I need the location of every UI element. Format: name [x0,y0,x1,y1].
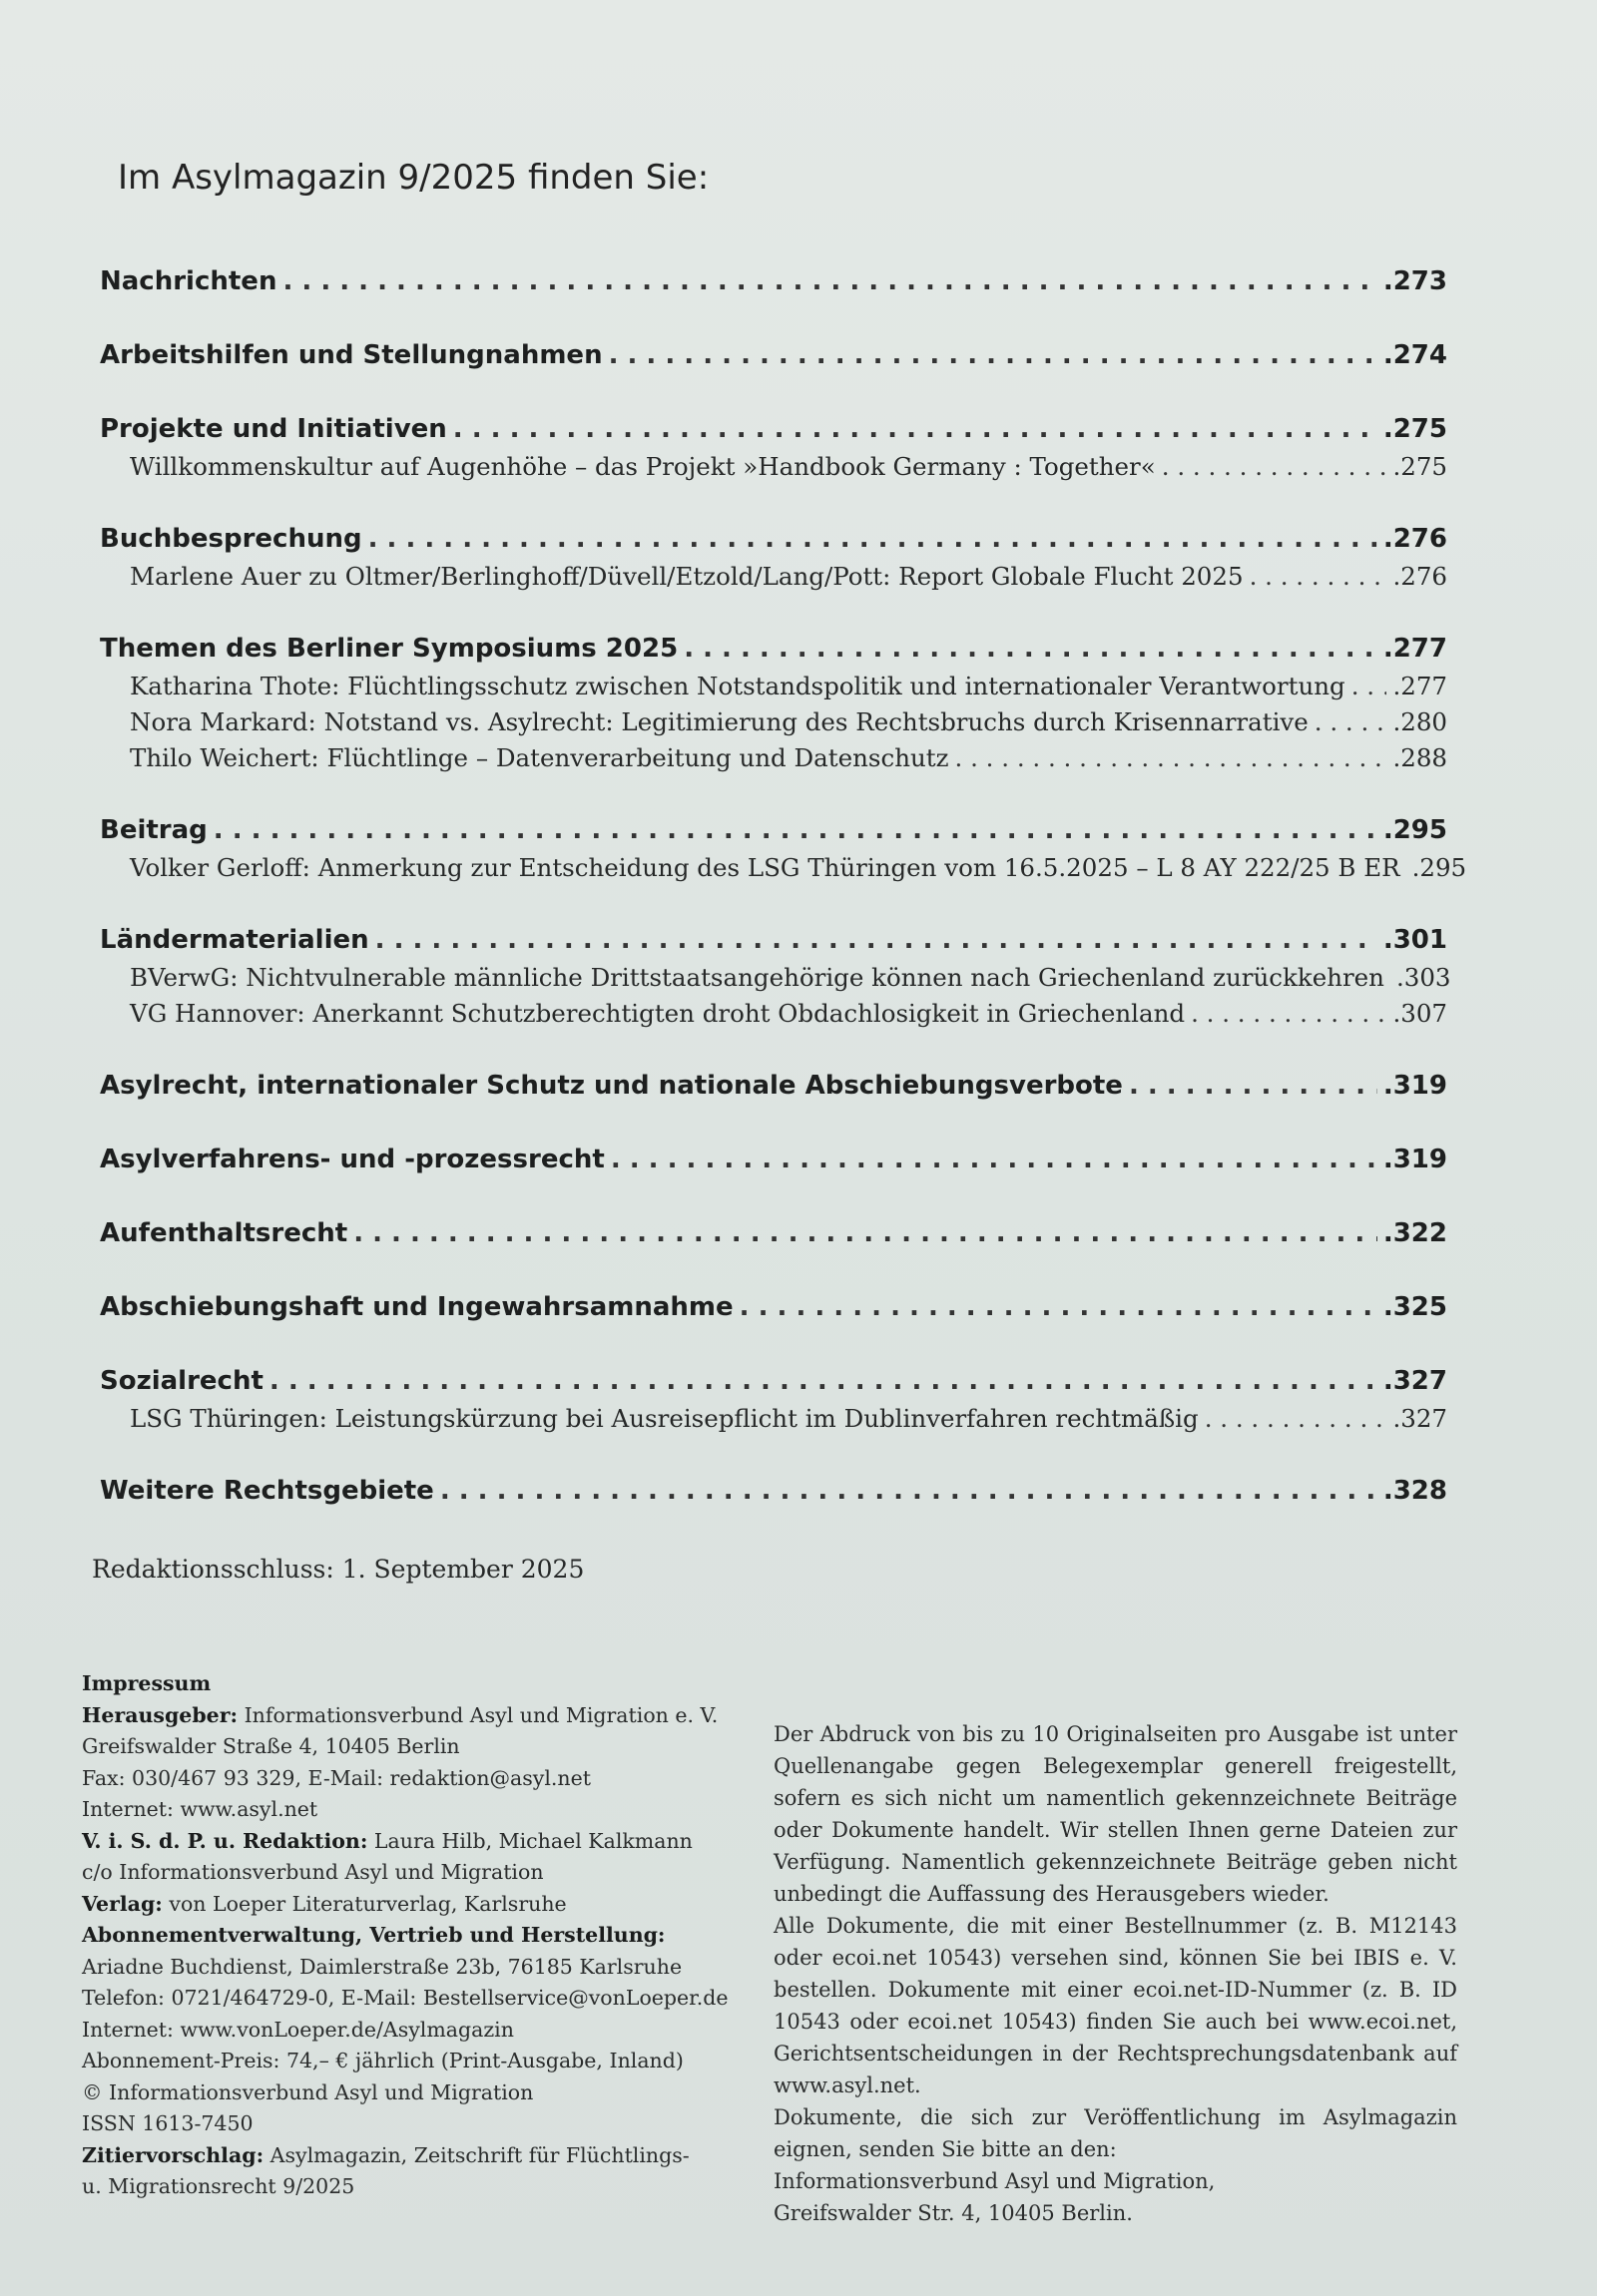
toc-main-entry [100,261,1447,301]
toc-page-number: .301 [1382,925,1447,955]
publisher-label: Herausgeber: [82,1702,239,1727]
toc-leader-dots [1191,996,1386,1032]
toc-article-title: Thilo Weichert: Flüchtlinge – Datenverarbeitung und Datenschutz [130,743,949,772]
editors: Laura Hilb, Michael Kalkmann [367,1828,693,1853]
toc-page-number: .275 [1382,414,1447,444]
toc-leader-dots [1129,1066,1377,1106]
editor-label: V. i. S. d. P. u. Redaktion: [82,1828,368,1853]
toc-sub-entry [100,449,1447,485]
toc-section [100,1140,1447,1179]
document-ordering: Alle Dokumente, die mit einer Bestellnummer (z. B. M12143 oder ecoi.net 10543) versehen sind, können Sie bei IBIS e. V. bestellen. Dokumente mit einer ecoi.net-ID-Nummer (z. B. ID 10543 oder ecoi.net 10543) finden Sie auch bei www.ecoi.net, Gerichtsentscheidungen in der Rechtsprechungsdatenbank auf www.asyl.net. [774,1914,1457,2097]
toc-page-number: .295 [1411,853,1467,882]
toc-section [100,409,1447,485]
toc-leader-dots [453,409,1377,449]
toc-page-number: .319 [1382,1145,1447,1174]
toc-section [100,261,1447,301]
toc-leader-dots [955,740,1387,776]
toc-article-title: Marlene Auer zu Oltmer/Berlinghoff/Düvell/Etzold/Lang/Pott: Report Globale Flucht 2025 [130,562,1244,591]
toc-sub-entry [100,704,1447,740]
toc-leader-dots [684,629,1377,669]
toc-leader-dots [1250,559,1387,595]
issn: ISSN 1613-7450 [82,2111,254,2135]
copyright: © Informationsverbund Asyl und Migration [82,2079,534,2104]
toc-section-title: Sozialrecht [100,1366,264,1396]
toc-section [100,1066,1447,1106]
toc-article-title: BVerwG: Nichtvulnerable männliche Drittstaatsangehörige können nach Griechenland zurückkehren [130,963,1384,992]
toc-article-title: LSG Thüringen: Leistungskürzung bei Ausreisepflicht im Dublinverfahren rechtmäßig [130,1404,1199,1433]
toc-page-number: .277 [1382,634,1447,664]
publisher-web: Internet: www.asyl.net [82,1797,318,1821]
toc-section [100,629,1447,776]
reprint-notes [774,1718,1457,2229]
toc-article-title: Katharina Thote: Flüchtlingsschutz zwischen Notstandspolitik und internationaler Verantwortung [130,672,1345,700]
toc-leader-dots [214,810,1377,850]
toc-page-number: .277 [1392,672,1447,700]
toc-section [100,810,1467,886]
toc-section-title: Aufenthaltsrecht [100,1218,348,1248]
submission-address-2: Greifswalder Str. 4, 10405 Berlin. [774,2201,1133,2225]
toc-sub-entry [100,996,1447,1032]
publisher: Informationsverbund Asyl und Migration e. V. [238,1702,719,1727]
citation-line-2: u. Migrationsrecht 9/2025 [82,2174,355,2198]
toc-leader-dots [375,920,1377,960]
reprint-policy: Der Abdruck von bis zu 10 Originalseiten pro Ausgabe ist unter Quellenangabe gegen Belegexemplar generell freigestellt, sofern es sich nicht um namentlich gekennzeichnete Beiträge oder Dokumente handelt. Wir stellen Ihnen gerne Dateien zur Verfügung. Namentlich gekennzeichnete Beiträge geben nicht unbedingt die Auffassung des Herausgebers wieder. [774,1722,1457,1906]
toc-page-number: .327 [1392,1404,1447,1433]
toc-page-number: .274 [1382,340,1447,370]
toc-article-title: Nora Markard: Notstand vs. Asylrecht: Legitimierung des Rechtsbruchs durch Krisennarrative [130,707,1309,736]
toc-section [100,1361,1447,1437]
toc-page-number: .276 [1382,524,1447,554]
distributor-contact: Telefon: 0721/464729-0, E-Mail: Bestellservice@vonLoeper.de [82,1986,729,2010]
toc-section [100,519,1447,595]
publisher-contact: Fax: 030/467 93 329, E-Mail: redaktion@asyl.net [82,1765,592,1790]
toc-main-entry [100,1066,1447,1106]
toc-main-entry [100,1287,1447,1327]
toc-section [100,335,1447,375]
toc-sub-entry [100,669,1447,704]
distribution-label: Abonnementverwaltung, Vertrieb und Herstellung: [82,1923,666,1947]
toc-section-title: Abschiebungshaft und Ingewahrsamnahme [100,1292,734,1322]
toc-sub-entry [100,559,1447,595]
toc-page-number: .273 [1382,266,1447,296]
submission-address-1: Informationsverbund Asyl und Migration, [774,2169,1216,2193]
toc-article-title: Volker Gerloff: Anmerkung zur Entscheidung des LSG Thüringen vom 16.5.2025 – L 8 AY 222/25 B ER [130,853,1400,882]
verlag-label: Verlag: [82,1891,163,1916]
subscription-price: Abonnement-Preis: 74,– € jährlich (Print-Ausgabe, Inland) [82,2049,684,2072]
toc-page-number: .295 [1382,815,1447,845]
toc-main-entry [100,629,1447,669]
toc-leader-dots [1351,669,1387,704]
toc-main-entry [100,335,1447,375]
toc-main-entry [100,1361,1447,1401]
toc-main-entry [100,409,1447,449]
toc-section [100,1471,1447,1511]
toc-main-entry [100,519,1447,559]
toc-section-title: Asylverfahrens- und -prozessrecht [100,1145,605,1174]
toc-page-number: .327 [1382,1366,1447,1396]
editor-org: c/o Informationsverbund Asyl und Migration [82,1860,544,1884]
distributor: Ariadne Buchdienst, Daimlerstraße 23b, 76185 Karlsruhe [82,1954,683,1979]
toc-sub-entry [100,1401,1447,1437]
citation-label: Zitiervorschlag: [82,2142,265,2167]
toc-page-number: .328 [1382,1476,1447,1506]
toc-leader-dots [611,1140,1377,1179]
toc-sub-entry [100,740,1447,776]
toc-leader-dots [740,1287,1377,1327]
toc-section-title: Weitere Rechtsgebiete [100,1476,434,1506]
toc-page-number: .275 [1392,452,1447,481]
toc-section [100,920,1451,1032]
toc-article-title: VG Hannover: Anerkannt Schutzberechtigten droht Obdachlosigkeit in Griechenland [130,999,1186,1028]
toc-leader-dots [609,335,1377,375]
toc-section-title: Themen des Berliner Symposiums 2025 [100,634,679,664]
toc-page-number: .319 [1382,1071,1447,1101]
toc-page-number: .303 [1395,963,1451,992]
toc-leader-dots [353,1213,1377,1253]
toc-leader-dots [1162,449,1387,485]
toc-sub-entry [100,850,1467,886]
toc-leader-dots [368,519,1377,559]
toc-section-title: Beitrag [100,815,208,845]
toc-section-title: Nachrichten [100,266,277,296]
toc-leader-dots [440,1471,1377,1511]
toc-section-title: Projekte und Initiativen [100,414,447,444]
citation-line-1: Asylmagazin, Zeitschrift für Flüchtlings- [264,2142,690,2167]
editorial-deadline: Redaktionsschluss: 1. September 2025 [92,1555,585,1584]
submission-note: Dokumente, die sich zur Veröffentlichung im Asylmagazin eignen, senden Sie bitte an den: [774,2105,1457,2161]
toc-page-number: .280 [1392,707,1447,736]
toc-section-title: Ländermaterialien [100,925,369,955]
toc-main-entry [100,1140,1447,1179]
toc-section-title: Asylrecht, internationaler Schutz und nationale Abschiebungsverbote [100,1071,1123,1101]
toc-page-number: .288 [1392,743,1447,772]
toc-page-number: .276 [1392,562,1447,591]
toc-leader-dots [282,261,1376,301]
toc-page-number: .325 [1382,1292,1447,1322]
toc-heading: Im Asylmagazin 9/2025 finden Sie: [118,158,710,198]
table-of-contents [100,261,1467,1545]
toc-leader-dots [1315,704,1387,740]
distributor-web: Internet: www.vonLoeper.de/Asylmagazin [82,2017,514,2042]
imprint-title: Impressum [82,1671,212,1695]
toc-main-entry [100,1213,1447,1253]
toc-leader-dots [1205,1401,1387,1437]
toc-section [100,1287,1447,1327]
toc-section [100,1213,1447,1253]
toc-page-number: .307 [1392,999,1447,1028]
toc-main-entry [100,920,1447,960]
verlag: von Loeper Literaturverlag, Karlsruhe [162,1891,567,1916]
publisher-address: Greifswalder Straße 4, 10405 Berlin [82,1734,460,1758]
toc-page-number: .322 [1382,1218,1447,1248]
toc-article-title: Willkommenskultur auf Augenhöhe – das Projekt »Handbook Germany : Together« [130,452,1156,481]
toc-sub-entry [100,960,1451,996]
toc-leader-dots [269,1361,1377,1401]
toc-section-title: Buchbesprechung [100,524,362,554]
toc-main-entry [100,1471,1447,1511]
imprint [82,1668,729,2203]
toc-section-title: Arbeitshilfen und Stellungnahmen [100,340,603,370]
toc-main-entry [100,810,1447,850]
